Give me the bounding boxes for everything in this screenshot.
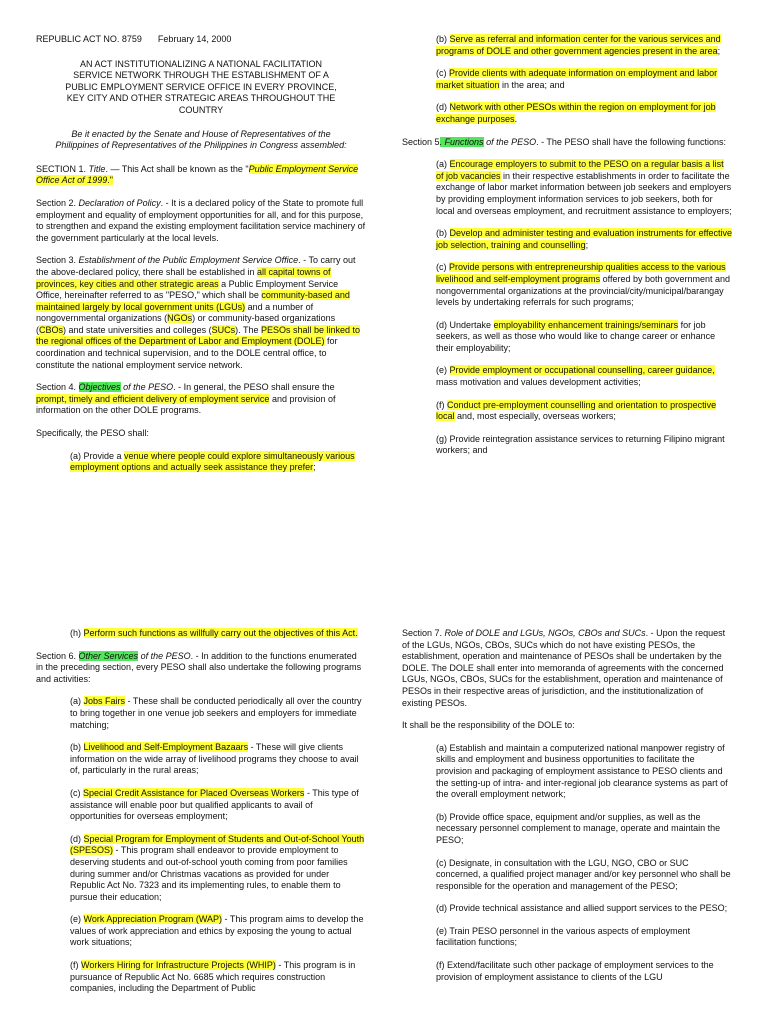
section-4: Section 4. Objectives of the PESO. - In general, the PESO shall ensure the prompt, timely and efficient delivery of employment service and provision of information on the other DOLE programs. (36, 382, 336, 416)
section-5-item-h: (h) Perform such functions as willfully carry out the objectives of this Act. (70, 628, 358, 638)
column-bottom-left (36, 628, 366, 1006)
act-title-line: PUBLIC EMPLOYMENT SERVICE OFFICE IN EVERY PROVINCE, (65, 81, 337, 92)
section-2: Section 2. Declaration of Policy. - It is a declared policy of the State to promote full employment and equality of employment opportunities for all, and for this purpose, to strengthen and expand the existing employment facilitation service machinery of the government particularly at the local levels. (36, 197, 366, 243)
section-4-item-d: (d) Network with other PESOs within the region on employment for job exchange purposes. (436, 102, 716, 124)
act-title-line: COUNTRY (178, 104, 224, 115)
section-5-item-a: (a) Encourage employers to submit to the PESO on a regular basis a list of job vacancies in their respective establishments in order to facilitate the exchange of labor market information between job seekers and employers by providing employment information services to job seekers, both for local and overseas employment, and recruitment assistance to employers; (436, 159, 732, 216)
section-5-item-g: (g) Provide reintegration assistance services to returning Filipino migrant workers; and (436, 433, 725, 456)
act-date: February 14, 2000 (157, 34, 232, 44)
section-6-item-e: (e) Work Appreciation Program (WAP) - This program aims to develop the values of work appreciation and ethics by exposing the young to actual work situations; (70, 914, 364, 948)
functions-green-highlight: . Functions (439, 136, 484, 147)
enactment-clause (36, 129, 366, 152)
short-title-highlight: Public Employment Service Office Act of 1999 (36, 163, 359, 186)
column-top-left (36, 34, 366, 485)
objectives-green-highlight: Objectives (78, 382, 121, 393)
act-title-line: AN ACT INSTITUTIONALIZING A NATIONAL FACILITATION (79, 58, 323, 69)
section-6-item-b: (b) Livelihood and Self-Employment Bazaars - These will give clients information on the wide array of livelihood programs they choose to avail of, particularly in the rural areas; (70, 742, 359, 776)
enactment-line: Be it enacted by the Senate and House of Representatives of the (71, 128, 331, 139)
act-title-line: SERVICE NETWORK THROUGH THE ESTABLISHMENT OF A (73, 70, 329, 81)
section-6-item-f: (f) Workers Hiring for Infrastructure Projects (WHIP) - This program is in pursuance of Republic Act No. 6685 which requires construction companies, including the Department of Public (70, 960, 356, 994)
section-4-item-c: (c) Provide clients with adequate information on employment and labor market situation in the area; and (436, 68, 718, 90)
section-7-item: (c) Designate, in consultation with the LGU, NGO, CBO or SUC concerned, a qualified project manager and/or key personnel who shall be responsible for the operation and management of the PESO; (436, 857, 731, 891)
section-5: Section 5. Functions of the PESO. - The PESO shall have the following functions: (402, 136, 727, 147)
section-5-item-c: (c) Provide persons with entrepreneurship qualities access to the various livelihood and self-employment programs offered by both government and nongovernmental organizations at the provincial/city/municipal/barangay levels by undertaking referrals for such programs; (436, 262, 731, 308)
section-6-item-a: (a) Jobs Fairs - These shall be conducted periodically all over the country to bring together in one venue job seekers and employers for immediate matching; (70, 696, 362, 730)
section-1: SECTION 1. Title. — This Act shall be known as the "Public Employment Service Office Act of 1999." (36, 163, 359, 186)
section-7-responsibility: It shall be the responsibility of the DOLE to: (402, 720, 575, 731)
act-title-line: KEY CITY AND OTHER STRATEGIC AREAS THROUGHOUT THE (66, 93, 336, 104)
section-5-item-f: (f) Conduct pre-employment counselling and orientation to prospective local and, most especially, overseas workers; (436, 399, 717, 422)
other-services-green-highlight: Other Services (78, 650, 139, 661)
section-7-item: (b) Provide office space, equipment and/or supplies, as well as the necessary personnel complement to manage, operate and maintain the PESO; (436, 811, 721, 845)
act-number: REPUBLIC ACT NO. 8759 (36, 34, 142, 44)
column-bottom-right (402, 628, 732, 994)
section-6-item-c: (c) Special Credit Assistance for Placed Overseas Workers - This type of assistance will enable poor but qualified applicants to avail of opportunities for overseas employment; (70, 787, 359, 822)
act-header (36, 34, 366, 46)
section-7: Section 7. Role of DOLE and LGUs, NGOs, CBOs and SUCs. - Upon the request of the LGUs, NGOs, CBOs, SUCs which do not have existing PESOs, the establishment, operation and maintenance of PESOs shall be undertaken by the DOLE. The DOLE shall enter into memoranda of agreements with the concerned LGUs, NGOs, CBOs, SUCs for the establishment, operation and maintenance of PESOs in their respective areas of jurisdiction, and the institutionalization of existing PESOs. (402, 628, 726, 708)
section-3: Section 3. Establishment of the Public Employment Service Office. - To carry out the above-declared policy, there shall be established in all capital towns of provinces, key cities and other strategic areas a Public Employment Service Office, hereinafter referred to as "PESO," which shall be community-based and maintained largely by local government units (LGUs) and a number of nongovernmental organizations (NGOs) or community-based organizations (CBOs) and state universities and colleges (SUCs). The PESOs shall be linked to the regional offices of the Department of Labor and Employment (DOLE) for coordination and technical supervision, and to the DOLE central office, to constitute the national employment service network. (36, 255, 361, 370)
section-5-item-b: (b) Develop and administer testing and evaluation instruments for effective job selection, training and counselling; (436, 228, 732, 250)
act-title (36, 59, 366, 117)
section-7-item: (d) Provide technical assistance and allied support services to the PESO; (436, 903, 728, 914)
section-6-item-d: (d) Special Program for Employment of Students and Out-of-School Youth (SPESOS) - This program shall endeavor to provide employment to deserving students and out-of-school youth coming from poor families during summer and/or Christmas vacations as provided for under Republic Act No. 7323 and its implementing rules, to enable them to pursue their education; (70, 833, 365, 902)
section-7-item: (e) Train PESO personnel in the various aspects of employment facilitation functions; (436, 925, 691, 948)
section-5-item-d: (d) Undertake employability enhancement trainings/seminars for job seekers, as well as those who would like to change career or enhance their employability; (436, 319, 716, 353)
section-4-item-b: (b) Serve as referral and information center for the various services and programs of DOLE and other government agencies present in the area; (436, 34, 721, 56)
section-6: Section 6. Other Services of the PESO. - In addition to the functions enumerated in the preceding section, every PESO shall also undertake the following programs and activities: (36, 650, 362, 684)
column-top-right (402, 34, 732, 468)
section-4-specifically: Specifically, the PESO shall: (36, 428, 149, 439)
section-7-item: (f) Extend/facilitate such other package of employment services to the provision of employment assistance to clients of the LGU (436, 960, 714, 982)
section-7-item: (a) Establish and maintain a computerized national manpower registry of skills and employment and business opportunities to facilitate the provision and packaging of employment assistance to PESO clients and the setting-up of intra- and inter-regional job clearance systems as part of the overall employment network; (436, 742, 728, 800)
section-5-item-e: (e) Provide employment or occupational counselling, career guidance, mass motivation and values development activities; (436, 365, 715, 388)
enactment-line: Philippines of Representatives of the Philippines in Congress assembled: (55, 140, 347, 151)
section-4-item-a: (a) Provide a venue where people could explore simultaneously various employment options and actually seek assistance they prefer; (70, 450, 355, 473)
